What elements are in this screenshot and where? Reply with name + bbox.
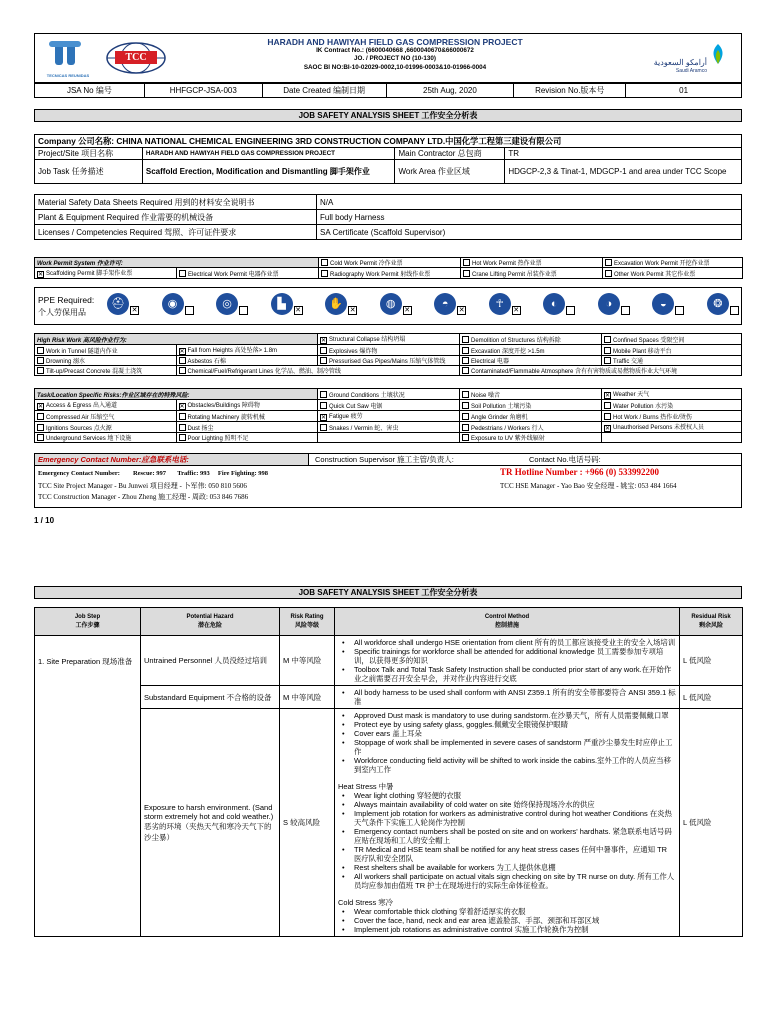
licenses-label: Licenses / Competencies Required 驾照、许可证件要求 xyxy=(35,225,317,240)
checkbox[interactable] xyxy=(179,367,186,374)
contract-number: IK Contract No.: (6600040668 ,6600040670&66000672 xyxy=(316,47,474,54)
project-label: Project/Site 项目名称 xyxy=(35,148,143,160)
high-risk-table xyxy=(34,333,742,376)
empty-cell xyxy=(602,433,742,443)
jsa-label: JSA No 编号 xyxy=(35,84,145,98)
permit-label: Radiography Work Permit 射线作业票 xyxy=(330,271,431,278)
risk-label: Underground Services 地下设施 xyxy=(46,436,132,442)
residual-cell: L 低风险 xyxy=(680,709,743,937)
risk-cell: M 中等风险 xyxy=(280,686,335,709)
date-label: Date Created 编制日期 xyxy=(262,84,386,98)
checkbox-checked[interactable]: ✕ xyxy=(605,393,611,399)
control-item: • Emergency contact numbers shall be posted on site and on workers' hardhats. 紧急联系电话号码应贴在现场和工人的安全帽上 xyxy=(338,827,676,845)
control-item: • Protect eye by using safety glass, goggles.佩戴安全眼镜保护眼睛 xyxy=(338,720,676,729)
checkbox-checked[interactable]: ✕ xyxy=(605,426,611,432)
risk-label: Snakes / Vermin 蛇、害虫 xyxy=(329,425,399,432)
goggles-icon: ◍ xyxy=(380,293,402,315)
checkbox[interactable] xyxy=(462,357,469,364)
checkbox[interactable] xyxy=(604,413,611,420)
tr-ground-conditions[interactable] xyxy=(318,389,460,400)
hazard-label: Contaminated/Flammable Atmosphere 含有有害物质或易燃物质作业大气环境 xyxy=(471,369,678,375)
table-row xyxy=(35,686,743,709)
col-hazard xyxy=(141,608,280,636)
control-cell xyxy=(335,686,680,709)
checkbox[interactable] xyxy=(462,434,469,441)
risk-label: Hot Work / Burns 热作业/烫伤 xyxy=(613,414,692,421)
header-cn: 控制措施 xyxy=(494,623,519,629)
construction-manager: TCC Construction Manager - Zhou Zheng 施工经理 - 周政: 053 846 7686 xyxy=(38,493,249,501)
hr-drowning[interactable] xyxy=(35,356,177,366)
checkbox-checked[interactable]: ✕ xyxy=(179,404,185,410)
control-item: • Wear light clothing 穿轻便的衣服 xyxy=(338,791,676,800)
cold-stress-title: Cold Stress 寒冷 xyxy=(338,898,394,907)
hazard-cell: Substandard Equipment 不合格的设备 xyxy=(141,686,280,709)
document-header xyxy=(34,33,742,83)
hazard-label: Tilt-up/Precast Concrete 混凝土浇筑 xyxy=(46,369,143,375)
hr-structural-collapse[interactable] xyxy=(318,334,460,345)
permit-scaffolding[interactable] xyxy=(35,268,177,279)
saoc-number: SAOC BI NO:BI-10-02029-0002,10-01996-0003&10-01966-0004 xyxy=(303,63,487,71)
control-item: • Wear comfortable thick clothing 穿着舒适厚实的衣服 xyxy=(338,907,676,916)
permit-other[interactable] xyxy=(603,268,743,279)
permit-label: Other Work Permit 其它作业票 xyxy=(614,271,696,278)
tr-noise[interactable] xyxy=(460,389,602,400)
ppe-item[interactable] xyxy=(434,293,466,315)
hazard-label: Mobile Plant 移动平台 xyxy=(613,348,672,355)
risk-label: Fatigue 疲劳 xyxy=(329,414,363,420)
header-en: Control Method xyxy=(484,614,530,620)
control-item: • All workers shall participate on actual vitals sign checking on site by TR nurse on duty. 所有工作人员均应参加由值班 TR 护士在现场进行的实际生命体征检查。 xyxy=(338,872,676,890)
checkbox[interactable] xyxy=(462,402,469,409)
control-item: • Toolbox Talk and Total Task Safety Instruction shall be conducted prior start of any work.在开始作业之前需要召开安全早会，并对作业内容进行交底 xyxy=(338,665,676,683)
main-contractor-label: Main Contractor 总包商 xyxy=(395,148,505,160)
hazard-label: Work in Tunnel 隧道内作业 xyxy=(46,348,118,355)
risk-label: Access & Egress 出入通道 xyxy=(46,403,118,409)
helmet-icon: ◓ xyxy=(434,293,456,315)
hr-excavation[interactable] xyxy=(460,345,602,356)
project-info-table xyxy=(34,134,742,184)
residual-cell: L 低风险 xyxy=(680,636,743,686)
col-job-step xyxy=(35,608,141,636)
checkbox-checked[interactable]: ✕ xyxy=(513,307,520,314)
risk-label: Dust 扬尘 xyxy=(187,425,214,432)
hr-work-in-tunnel[interactable] xyxy=(35,345,177,356)
jsa-info-row xyxy=(34,83,742,98)
tr-logo-text: TECNICAS REUNIDAS xyxy=(46,73,90,78)
control-item: • Cover ears 盖上耳朵 xyxy=(338,729,676,738)
control-item: • Cover the face, hand, neck and ear area 遮盖脸部、手部、颈部和耳部区域 xyxy=(338,916,676,925)
msds-value: N/A xyxy=(317,195,742,210)
contact-label: Contact No.电话号码: xyxy=(529,455,601,464)
checkbox-checked[interactable]: ✕ xyxy=(404,307,411,314)
header-en: Risk Rating xyxy=(290,614,324,620)
job-task-label: Job Task 任务描述 xyxy=(35,160,143,184)
hazard-label: Demolition of Structures 结构拆除 xyxy=(471,337,561,344)
risk-label: Ground Conditions 土壤状况 xyxy=(329,392,405,399)
hr-traffic[interactable] xyxy=(602,356,742,366)
task-risks-table xyxy=(34,388,742,443)
job-step-site-prep: 1. Site Preparation 现场准备 xyxy=(35,636,141,937)
header-cn: 剩余风险 xyxy=(698,623,723,629)
ppe-item[interactable] xyxy=(707,293,739,315)
main-contractor-value: TR xyxy=(505,148,742,160)
revision-value: 01 xyxy=(626,84,742,98)
work-permit-title: Work Permit System 作业许可: xyxy=(35,258,319,268)
emergency-details xyxy=(34,466,742,508)
hr-asbestos[interactable] xyxy=(176,356,318,366)
task-risks-title: Task/Location Specific Risks:作业区域存在的特殊风险: xyxy=(35,389,318,400)
tr-soil-pollution[interactable] xyxy=(460,400,602,411)
risk-label: Quick Cut Saw 电锯 xyxy=(329,403,383,410)
hse-manager: TCC HSE Manager - Yao Bao 安全经理 - 姚宝: 053 484 1664 xyxy=(500,482,677,490)
risk-label: Compressed Air 压缩空气 xyxy=(46,414,115,421)
checkbox-checked[interactable]: ✕ xyxy=(179,349,185,355)
checkbox[interactable] xyxy=(37,434,44,441)
tr-exposure-uv[interactable] xyxy=(460,433,602,443)
checkbox-checked[interactable]: ✕ xyxy=(349,307,356,314)
supervisor-label: Construction Supervisor 施工主管/负责人: xyxy=(315,455,454,464)
requirements-table xyxy=(34,194,742,240)
date-value: 25th Aug, 2020 xyxy=(386,84,514,98)
header-cn: 潜在危险 xyxy=(197,623,222,629)
sheet-title: JOB SAFETY ANALYSIS SHEET 工作安全分析表 xyxy=(34,109,742,122)
permit-hot-work[interactable] xyxy=(461,258,603,268)
checkbox[interactable] xyxy=(462,413,469,420)
tr-logo-icon xyxy=(45,38,91,68)
hr-pressurised-gas[interactable] xyxy=(318,356,460,366)
tr-dust[interactable] xyxy=(176,422,318,433)
checkbox[interactable] xyxy=(37,347,44,354)
checkbox[interactable] xyxy=(462,367,469,374)
checkbox[interactable] xyxy=(462,347,469,354)
control-item: • Rest shelters shall be available for workers 为工人提供休息棚 xyxy=(338,863,676,872)
tr-weather[interactable] xyxy=(602,389,742,400)
risk-label: Soil Pollution 土壤污染 xyxy=(471,403,532,410)
header-cn: 风险等级 xyxy=(294,623,319,629)
table-row xyxy=(35,709,743,937)
saudi-aramco-logo xyxy=(647,40,737,78)
tr-compressed-air[interactable] xyxy=(35,411,177,422)
header-cn: 工作步骤 xyxy=(75,623,100,629)
checkbox[interactable] xyxy=(321,270,328,277)
ppe-icons xyxy=(107,293,739,315)
hr-mobile-plant[interactable] xyxy=(602,345,742,356)
ppe-item[interactable] xyxy=(271,293,303,315)
project-title: HARADH AND HAWIYAH FIELD GAS COMPRESSION PROJECT xyxy=(267,37,523,47)
permit-radiography[interactable] xyxy=(319,268,461,279)
residual-cell: L 低风险 xyxy=(680,686,743,709)
hazard-label: Drowning 溺水 xyxy=(46,359,86,365)
hr-chemical-lines[interactable] xyxy=(176,366,460,376)
face-shield-icon: ◒ xyxy=(652,293,674,315)
ppe-item[interactable] xyxy=(489,293,521,315)
equipment-value: Full body Harness xyxy=(317,210,742,225)
permit-excavation[interactable] xyxy=(603,258,743,268)
hazard-label: Electrical 电器 xyxy=(471,359,510,365)
work-area-label: Work Area 作业区域 xyxy=(395,160,505,184)
company-name: Company 公司名称: CHINA NATIONAL CHEMICAL ENGINEERING 3RD CONSTRUCTION COMPANY LTD.中国化学工程第三建设有限公司 xyxy=(35,135,742,148)
risk-cell: M 中等风险 xyxy=(280,636,335,686)
col-control xyxy=(335,608,680,636)
checkbox-checked[interactable]: ✕ xyxy=(131,307,138,314)
hazard-cell: Untrained Personnel 人员没经过培训 xyxy=(141,636,280,686)
msds-label: Material Safety Data Sheets Required 用到的材料安全说明书 xyxy=(35,195,317,210)
jsa-value: HHFGCP-JSA-003 xyxy=(144,84,262,98)
licenses-value: SA Certificate (Scaffold Supervisor) xyxy=(317,225,742,240)
face-mask-icon: ◐ xyxy=(543,293,565,315)
checkbox-checked[interactable]: ✕ xyxy=(321,338,327,344)
table-row xyxy=(35,636,743,686)
tr-access-egress[interactable] xyxy=(35,400,177,411)
revision-label: Revision No.版本号 xyxy=(514,84,626,98)
aramco-arabic-text: أرامكو السعودية xyxy=(653,58,707,67)
hazard-label: Confined Spaces 受限空间 xyxy=(613,337,685,344)
risk-label: Water Pollution 水污染 xyxy=(613,403,674,410)
checkbox[interactable] xyxy=(37,424,44,431)
control-item: • Implement job rotation for workers as administrative control during hot weather Conditions 在炎热天气条件下实施工人轮岗作为控制 xyxy=(338,809,676,827)
tcc-logo-text: TCC xyxy=(125,52,147,63)
permit-electrical[interactable] xyxy=(177,268,319,279)
control-item: • Approved Dust mask is mandatory to use during sandstorm.在沙暴天气，所有人员需要佩戴口罩 xyxy=(338,711,676,720)
hr-electrical[interactable] xyxy=(460,356,602,366)
permit-label: Scaffolding Permit 脚手架作业票 xyxy=(46,271,133,277)
risk-label: Exposure to UV 紫外线辐射 xyxy=(471,436,545,442)
checkbox[interactable] xyxy=(179,424,186,431)
hazard-label: Traffic 交通 xyxy=(613,359,644,365)
tr-obstacles[interactable] xyxy=(176,400,318,411)
ppe-item[interactable] xyxy=(598,293,630,315)
risk-label: Angle Grinder 角磨机 xyxy=(471,414,528,421)
high-risk-title: High Risk Work 高风险作业行为: xyxy=(35,334,318,345)
risk-label: Obstacles/Buildings 障碍物 xyxy=(187,403,260,409)
emergency-title: Emergency Contact Number:应急联系电话: xyxy=(34,453,309,466)
risk-label: Poor Lighting 照明不足 xyxy=(187,436,249,442)
risk-label: Noise 噪音 xyxy=(471,392,501,399)
control-item: • TR Medical and HSE team shall be notified for any heat stress cases 任何中暑事件，应通知 TR 医疗队和安全团队 xyxy=(338,845,676,863)
ear-muffs-icon: ◎ xyxy=(216,293,238,315)
checkbox-checked[interactable]: ✕ xyxy=(321,415,327,421)
checkbox[interactable] xyxy=(37,413,44,420)
checkbox[interactable] xyxy=(730,306,739,315)
equipment-label: Plant & Equipment Required 作业需要的机械设备 xyxy=(35,210,317,225)
checkbox[interactable] xyxy=(604,336,611,343)
checkbox[interactable] xyxy=(185,306,194,315)
header-en: Potential Hazard xyxy=(186,614,234,620)
checkbox[interactable] xyxy=(605,259,612,266)
gloves-icon: ✋ xyxy=(325,293,347,315)
control-item: • All workforce shall undergo HSE orientation from client 所有的员工都应该接受业主的安全入场培训 xyxy=(338,638,676,647)
ppe-item[interactable] xyxy=(652,293,684,315)
hr-contaminated-atmosphere[interactable] xyxy=(460,366,742,376)
checkbox[interactable] xyxy=(320,391,327,398)
control-item: • All body harness to be used shall conform with ANSI Z359.1 所有的安全带都要符合 ANSI 359.1 标准 xyxy=(338,688,676,706)
checkbox[interactable] xyxy=(621,306,630,315)
checkbox[interactable] xyxy=(179,357,186,364)
tr-fatigue[interactable] xyxy=(318,411,460,422)
permit-label: Cold Work Permit 冷作业票 xyxy=(330,261,403,267)
hazard-label: Fall from Heights 高处坠落> 1.8m xyxy=(187,348,278,354)
tcc-logo xyxy=(105,41,167,75)
safety-glasses-icon: ◉ xyxy=(162,293,184,315)
ppe-item[interactable] xyxy=(216,293,248,315)
checkbox[interactable] xyxy=(463,259,470,266)
permit-label: Electrical Work Permit 电器作业票 xyxy=(188,271,279,278)
ppe-item[interactable] xyxy=(107,293,139,315)
hr-demolition[interactable] xyxy=(460,334,602,345)
header-center xyxy=(245,37,545,72)
header-en: Residual Risk xyxy=(691,614,731,620)
emergency-numbers: Emergency Contact Number: Rescue: 997 Traffic: 993 Fire Fighting: 998 xyxy=(38,470,268,477)
checkbox[interactable] xyxy=(239,306,248,315)
control-cell xyxy=(335,636,680,686)
heat-stress-title: Heat Stress 中暑 xyxy=(338,782,394,791)
page-number: 1 / 10 xyxy=(34,516,55,525)
hazard-cell: Exposure to harsh environment. (Sand storm extremely hot and cold weather.)恶劣的环境（夹热天气和寒冷天气下的沙尘暴） xyxy=(141,709,280,937)
tr-quick-cut-saw[interactable] xyxy=(318,400,460,411)
permit-crane-lifting[interactable] xyxy=(461,268,603,279)
risk-label: Ignitions Sources 点火源 xyxy=(46,425,112,432)
control-item: • Specific trainings for workforce shall be attended for additional knowledge 员工需要参加专项培训，以获得更多的知识 xyxy=(338,647,676,665)
checkbox[interactable] xyxy=(604,347,611,354)
checkbox-checked[interactable]: ✕ xyxy=(38,404,44,410)
checkbox[interactable] xyxy=(605,270,612,277)
risk-label: Unauthorised Persons 未授权人员 xyxy=(613,425,705,431)
checkbox[interactable] xyxy=(320,402,327,409)
risk-cell: S 较高风险 xyxy=(280,709,335,937)
permit-label: Crane Lifting Permit 吊装作业票 xyxy=(472,271,557,278)
emergency-header xyxy=(34,453,742,466)
hr-explosives[interactable] xyxy=(318,345,460,356)
permit-cold-work[interactable] xyxy=(319,258,461,268)
control-item: • Workforce conducting field activity will be shifted to work inside the cabins.室外工作的人员应当移到室内工作 xyxy=(338,756,676,774)
control-item: • Implement job rotations as administrative control 实施工作轮换作为控制 xyxy=(338,925,676,934)
risk-label: Weather 天气 xyxy=(613,392,650,398)
job-task-value: Scaffold Erection, Modification and Dismantling 脚手架作业 xyxy=(142,160,395,184)
aramco-star-icon xyxy=(707,42,729,66)
tr-hot-work[interactable] xyxy=(602,411,742,422)
tr-rotating-machinery[interactable] xyxy=(176,411,318,422)
coverall-icon: ◑ xyxy=(598,293,620,315)
control-item: • Always maintain availability of cold water on site 始终保持现场冷水的供应 xyxy=(338,800,676,809)
control-cell xyxy=(335,709,680,937)
hr-tilt-up[interactable] xyxy=(35,366,177,376)
aramco-english-text: Saudi Aramco xyxy=(675,68,707,74)
page2-sheet-title: JOB SAFETY ANALYSIS SHEET 工作安全分析表 xyxy=(34,586,742,599)
checkbox[interactable] xyxy=(179,413,186,420)
empty-cell xyxy=(318,433,460,443)
risk-label: Rotating Machinery 旋转机械 xyxy=(187,414,265,421)
checkbox-checked[interactable]: ✕ xyxy=(38,272,44,278)
hazard-label: Pressurised Gas Pipes/Mains 压缩气体管线 xyxy=(329,359,446,365)
site-project-manager: TCC Site Project Manager - Bu Junwei 项目经理 - 卜军伟: 050 810 5606 xyxy=(38,482,247,490)
hazard-label: Chemical/Fuel/Refrigerant Lines 化学品、燃油、制冷管线 xyxy=(187,369,341,375)
checkbox[interactable] xyxy=(604,357,611,364)
ppe-item[interactable] xyxy=(162,293,194,315)
hazard-label: Structural Collapse 结构坍塌 xyxy=(329,337,406,343)
checkbox[interactable] xyxy=(566,306,575,315)
checkbox[interactable] xyxy=(463,270,470,277)
checkbox-checked[interactable]: ✕ xyxy=(458,307,465,314)
ppe-item[interactable] xyxy=(380,293,412,315)
checkbox[interactable] xyxy=(321,259,328,266)
hazard-label: Explosives 爆炸物 xyxy=(329,348,378,355)
work-area-value: HDGCP-2,3 & Tinat-1, MDGCP-1 and area under TCC Scope xyxy=(505,160,742,184)
checkbox[interactable] xyxy=(320,347,327,354)
ppe-label: PPE Required: xyxy=(38,295,95,305)
ppe-label-cn: 个人劳保用品 xyxy=(38,308,86,317)
tr-snakes[interactable] xyxy=(318,422,460,433)
checkbox[interactable] xyxy=(320,357,327,364)
tr-unauthorised[interactable] xyxy=(602,422,742,433)
checkbox[interactable] xyxy=(675,306,684,315)
jsa-steps-table xyxy=(34,607,743,937)
tr-water-pollution[interactable] xyxy=(602,400,742,411)
checkbox[interactable] xyxy=(604,402,611,409)
header-en: Job Step xyxy=(74,614,101,620)
ppe-item[interactable] xyxy=(543,293,575,315)
checkbox[interactable] xyxy=(37,357,44,364)
checkbox[interactable] xyxy=(179,434,186,441)
checkbox[interactable] xyxy=(462,391,469,398)
permit-label: Excavation Work Permit 开挖作业票 xyxy=(614,261,710,267)
project-number: JO. / PROJECT NO (10-130) xyxy=(354,55,436,63)
tr-poor-lighting[interactable] xyxy=(176,433,318,443)
hazard-label: Asbestos 石棉 xyxy=(187,359,226,365)
col-risk xyxy=(280,608,335,636)
hr-fall-from-heights[interactable] xyxy=(176,345,318,356)
checkbox[interactable] xyxy=(462,336,469,343)
tr-underground[interactable] xyxy=(35,433,177,443)
checkbox[interactable] xyxy=(320,424,327,431)
project-value: HARADH AND HAWIYAH FIELD GAS COMPRESSION PROJECT xyxy=(142,148,395,160)
ppe-item[interactable] xyxy=(325,293,357,315)
checkbox[interactable] xyxy=(462,424,469,431)
tr-pedestrians[interactable] xyxy=(460,422,602,433)
permit-label: Hot Work Permit 热作业票 xyxy=(472,261,542,267)
respirator-icon: ❂ xyxy=(707,293,729,315)
checkbox[interactable] xyxy=(37,367,44,374)
control-item: • Stoppage of work shall be implemented in severe cases of sandstorm 严重沙尘暴发生时应停止工作 xyxy=(338,738,676,756)
checkbox[interactable] xyxy=(179,270,186,277)
hazard-label: Excavation 深度开挖 >1.5m xyxy=(471,348,545,355)
checkbox-checked[interactable]: ✕ xyxy=(295,307,302,314)
safety-boots-icon: ▙ xyxy=(271,293,293,315)
tr-angle-grinder[interactable] xyxy=(460,411,602,422)
tecnicas-reunidas-logo xyxy=(45,38,91,78)
tr-ignition-sources[interactable] xyxy=(35,422,177,433)
tr-hotline: TR Hotline Number : +966 (0) 533992200 xyxy=(500,467,659,477)
hr-confined-spaces[interactable] xyxy=(602,334,742,345)
harness-icon: ☥ xyxy=(489,293,511,315)
ppe-section xyxy=(34,287,742,325)
col-residual xyxy=(680,608,743,636)
risk-label: Pedestrians / Workers 行人 xyxy=(471,425,544,432)
hard-hat-icon: ⛑ xyxy=(107,293,129,315)
work-permit-table xyxy=(34,257,743,279)
